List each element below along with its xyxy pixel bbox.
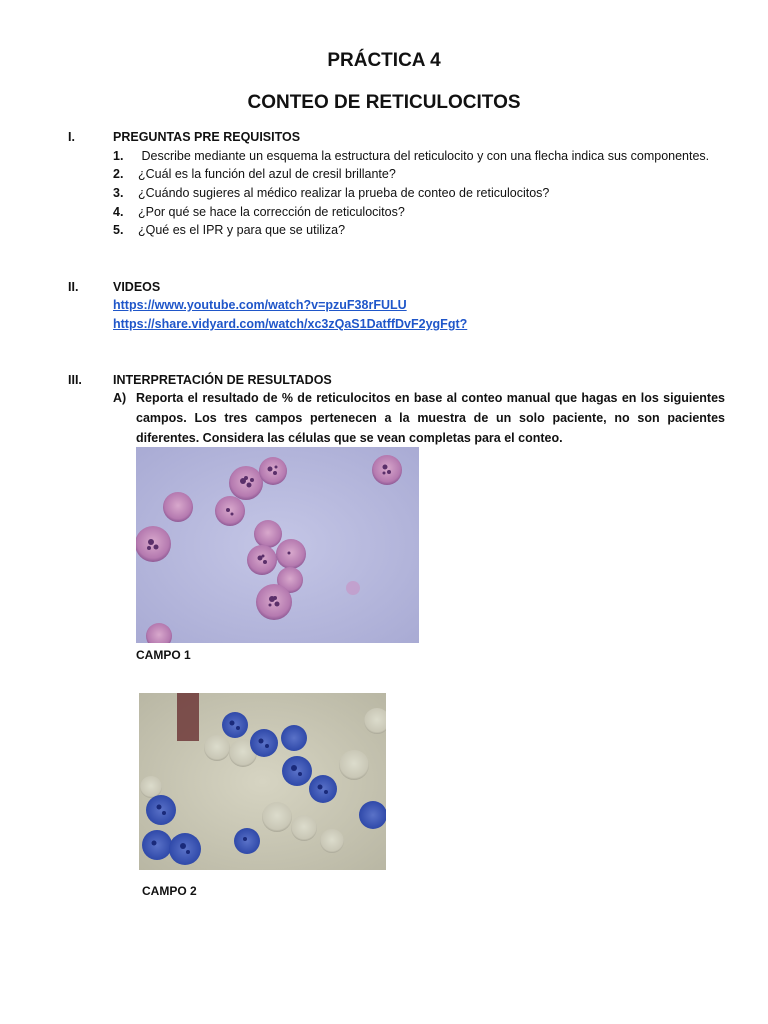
page-subtitle: CONTEO DE RETICULOCITOS bbox=[247, 92, 521, 113]
video-link-vidyard[interactable]: https://share.vidyard.com/watch/xc3zQaS1DatffDvF2ygFgt? bbox=[113, 317, 468, 331]
micrograph-campo-2 bbox=[139, 693, 386, 870]
item-label: A) bbox=[113, 391, 127, 405]
figure-caption: CAMPO 2 bbox=[142, 884, 197, 898]
instruction-item bbox=[113, 388, 725, 448]
question-number: 1. bbox=[113, 149, 124, 163]
question-number: 5. bbox=[113, 223, 124, 237]
item-text: Reporta el resultado de % de reticulocitos en base al conteo manual que hagas en los siguientes campos. Los tres campos pertenecen a la muestra de un solo paciente, no son pacientes diferentes. Considera las células que se vean completas para el conteo. bbox=[136, 391, 725, 445]
question-number: 3. bbox=[113, 186, 124, 200]
question-number: 2. bbox=[113, 167, 124, 181]
section-number: III. bbox=[68, 373, 82, 387]
question-item bbox=[113, 167, 396, 181]
figure-caption: CAMPO 1 bbox=[136, 648, 191, 662]
section-title: VIDEOS bbox=[113, 280, 161, 294]
question-text: ¿Qué es el IPR y para que se utiliza? bbox=[138, 223, 346, 237]
video-link-youtube[interactable]: https://www.youtube.com/watch?v=pzuF38rFULU bbox=[113, 298, 407, 312]
question-number: 4. bbox=[113, 205, 124, 219]
section-number: I. bbox=[68, 130, 75, 144]
question-text: ¿Cuál es la función del azul de cresil brillante? bbox=[138, 167, 396, 181]
page-title: PRÁCTICA 4 bbox=[327, 50, 441, 71]
question-item bbox=[113, 223, 345, 237]
question-text: ¿Por qué se hace la corrección de reticulocitos? bbox=[138, 205, 405, 219]
section-number: II. bbox=[68, 280, 79, 294]
question-text: Describe mediante un esquema la estructura del reticulocito y con una flecha indica sus componentes. bbox=[138, 149, 710, 163]
question-item bbox=[113, 149, 709, 163]
section-title: INTERPRETACIÓN DE RESULTADOS bbox=[113, 373, 332, 387]
question-text: ¿Cuándo sugieres al médico realizar la prueba de conteo de reticulocitos? bbox=[138, 186, 550, 200]
micrograph-campo-1 bbox=[136, 447, 419, 643]
question-item bbox=[113, 186, 549, 200]
section-title: PREGUNTAS PRE REQUISITOS bbox=[113, 130, 301, 144]
question-item bbox=[113, 205, 405, 219]
